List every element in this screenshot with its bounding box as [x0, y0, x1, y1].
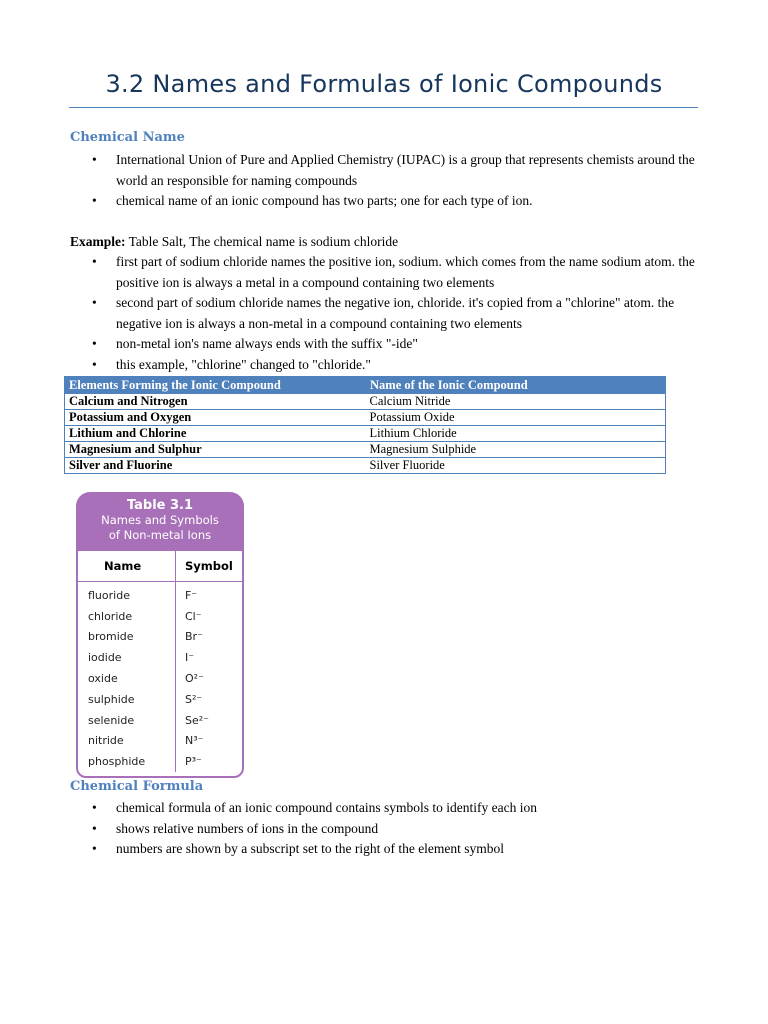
- table-header-row: [78, 551, 242, 582]
- ion-name: sulphide: [78, 689, 176, 710]
- ion-symbol: I⁻: [185, 651, 195, 665]
- list-item: • this example, "chlorine" changed to "chloride.": [70, 355, 710, 376]
- section-heading-chemical-formula: Chemical Formula: [70, 779, 204, 794]
- table-row: [78, 751, 242, 772]
- table-3-1-subtitle: of Non-metal Ions: [108, 528, 212, 542]
- compound-cell: Potassium Oxide: [366, 410, 666, 426]
- table-row: [65, 442, 666, 458]
- section-heading-chemical-name: Chemical Name: [70, 130, 185, 145]
- compound-cell: Calcium Nitride: [366, 394, 666, 410]
- ion-name: fluoride: [78, 582, 176, 606]
- list-item: • chemical formula of an ionic compound contains symbols to identify each ion: [70, 798, 710, 819]
- ion-name: oxide: [78, 668, 176, 689]
- page-title: 3.2 Names and Formulas of Ionic Compounds: [105, 70, 663, 98]
- list-item: • shows relative numbers of ions in the compound: [70, 819, 710, 840]
- ionic-compound-table: [64, 376, 666, 474]
- list-item: • International Union of Pure and Applied Chemistry (IUPAC) is a group that represents chemists around the world an responsible for naming compounds: [70, 150, 710, 191]
- table-row: [65, 426, 666, 442]
- ion-symbol: F⁻: [185, 588, 198, 602]
- column-header: Elements Forming the Ionic Compound: [65, 377, 366, 394]
- ion-name: iodide: [78, 647, 176, 668]
- chemical-name-list: [70, 150, 710, 212]
- table-row: [78, 689, 242, 710]
- table-row: [78, 668, 242, 689]
- list-item: • second part of sodium chloride names the negative ion, chloride. it's copied from a "chlorine" atom. the negative ion is always a non-metal in a compound containing two elements: [70, 293, 710, 334]
- elements-cell: Lithium and Chlorine: [65, 426, 366, 442]
- ion-symbol: P³⁻: [185, 755, 202, 769]
- example-list: [70, 252, 710, 375]
- non-metal-ions-table: [78, 551, 242, 772]
- table-row: [78, 606, 242, 627]
- list-item: • first part of sodium chloride names the positive ion, sodium. which comes from the name sodium atom. the positive ion is always a metal in a compound containing two elements: [70, 252, 710, 293]
- table-3-1-header: [76, 492, 244, 555]
- elements-cell: Calcium and Nitrogen: [65, 394, 366, 410]
- list-item: • chemical name of an ionic compound has two parts; one for each type of ion.: [70, 191, 710, 212]
- ion-symbol: Se²⁻: [185, 713, 209, 727]
- table-row: [78, 582, 242, 606]
- compound-cell: Lithium Chloride: [366, 426, 666, 442]
- ion-name: chloride: [78, 606, 176, 627]
- ion-symbol: N³⁻: [185, 734, 204, 748]
- table-3-1-body: [76, 549, 244, 778]
- list-item: • numbers are shown by a subscript set to the right of the element symbol: [70, 839, 710, 860]
- ion-name: bromide: [78, 627, 176, 648]
- example-label: Example:: [70, 234, 126, 249]
- ion-symbol: O²⁻: [185, 672, 204, 686]
- elements-cell: Magnesium and Sulphur: [65, 442, 366, 458]
- table-3-1-figure: [76, 492, 244, 778]
- column-header-symbol: Symbol: [176, 551, 243, 582]
- example-line: [70, 232, 398, 252]
- ion-symbol: S²⁻: [185, 692, 203, 706]
- column-header: Name of the Ionic Compound: [366, 377, 666, 394]
- table-3-1-title: Table 3.1: [126, 498, 194, 513]
- table-row: [65, 394, 666, 410]
- table-row: [78, 647, 242, 668]
- example-text: Table Salt, The chemical name is sodium chloride: [125, 234, 399, 249]
- ion-symbol: Cl⁻: [185, 609, 202, 623]
- table-row: [78, 731, 242, 752]
- table-header-row: [65, 377, 666, 394]
- table-row: [78, 710, 242, 731]
- table-3-1-subtitle: Names and Symbols: [101, 513, 219, 527]
- elements-cell: Silver and Fluorine: [65, 458, 366, 474]
- ion-symbol: Br⁻: [185, 630, 203, 644]
- elements-cell: Potassium and Oxygen: [65, 410, 366, 426]
- table-row: [65, 458, 666, 474]
- compound-cell: Magnesium Sulphide: [366, 442, 666, 458]
- title-divider: [69, 107, 698, 108]
- table-row: [78, 627, 242, 648]
- chemical-formula-list: [70, 798, 710, 860]
- ion-name: nitride: [78, 731, 176, 752]
- compound-cell: Silver Fluoride: [366, 458, 666, 474]
- ion-name: phosphide: [78, 751, 176, 772]
- column-header-name: Name: [78, 551, 176, 582]
- ion-name: selenide: [78, 710, 176, 731]
- list-item: • non-metal ion's name always ends with the suffix "-ide": [70, 334, 710, 355]
- table-row: [65, 410, 666, 426]
